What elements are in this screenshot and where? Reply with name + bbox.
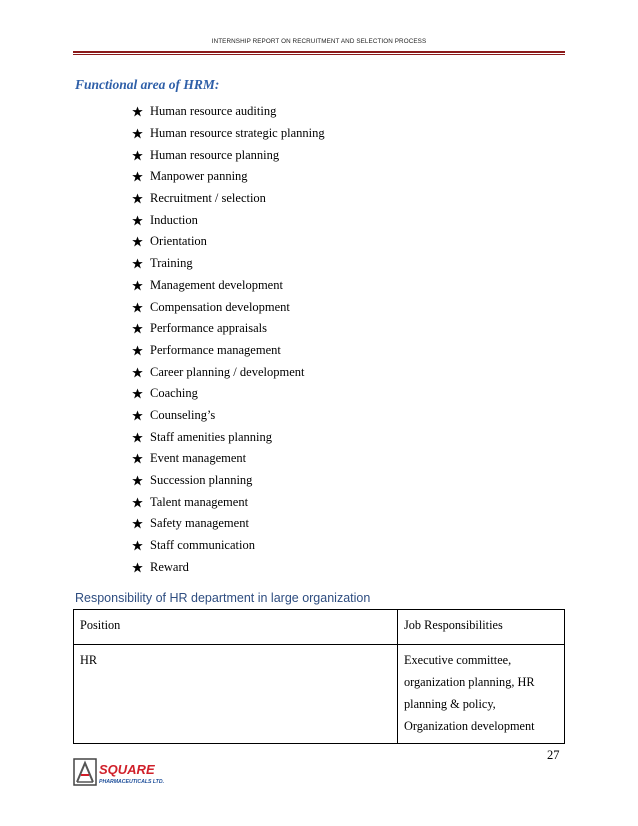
list-item: Induction: [132, 209, 325, 231]
column-header-position: Position: [74, 610, 398, 645]
list-item: Career planning / development: [132, 361, 325, 383]
responsibility-line: planning & policy,: [404, 697, 496, 711]
star-bullet-icon: [132, 475, 143, 486]
list-item: Counseling’s: [132, 405, 325, 427]
page-number: 27: [547, 748, 560, 762]
list-item: Orientation: [132, 231, 325, 253]
star-bullet-icon: [132, 302, 143, 313]
list-item: Recruitment / selection: [132, 188, 325, 210]
star-bullet-icon: [132, 150, 143, 161]
list-item: Safety management: [132, 513, 325, 535]
table-title: Responsibility of HR department in large organization: [75, 591, 371, 605]
list-item: Training: [132, 253, 325, 275]
column-header-responsibilities: Job Responsibilities: [398, 610, 565, 645]
svg-text:PHARMACEUTICALS LTD.: PHARMACEUTICALS LTD.: [99, 779, 165, 785]
header-rule: [73, 51, 565, 53]
header-rule-thin: [73, 54, 565, 55]
list-item: Coaching: [132, 383, 325, 405]
list-item: Human resource strategic planning: [132, 123, 325, 145]
star-bullet-icon: [132, 540, 143, 551]
list-item: Reward: [132, 556, 325, 578]
star-bullet-icon: [132, 280, 143, 291]
star-bullet-icon: [132, 388, 143, 399]
svg-text:SQUARE: SQUARE: [99, 762, 155, 777]
list-item: Compensation development: [132, 296, 325, 318]
star-bullet-icon: [132, 236, 143, 247]
list-item: Staff amenities planning: [132, 426, 325, 448]
list-item: Human resource planning: [132, 144, 325, 166]
running-header: INTERNSHIP REPORT ON RECRUITMENT AND SELECTION PROCESS: [211, 38, 427, 45]
star-bullet-icon: [132, 193, 143, 204]
list-item: Succession planning: [132, 470, 325, 492]
star-bullet-icon: [132, 367, 143, 378]
star-bullet-icon: [132, 171, 143, 182]
position-cell: HR: [74, 645, 398, 744]
table-header-row: [74, 610, 565, 645]
list-item: Performance appraisals: [132, 318, 325, 340]
list-item: Management development: [132, 275, 325, 297]
responsibility-table: [73, 609, 565, 744]
star-bullet-icon: [132, 323, 143, 334]
square-pharmaceuticals-logo: [73, 758, 173, 786]
responsibility-line: Executive committee,: [404, 653, 512, 667]
table-row: [74, 645, 565, 744]
star-bullet-icon: [132, 432, 143, 443]
star-bullet-icon: [132, 106, 143, 117]
star-bullet-icon: [132, 215, 143, 226]
responsibility-line: organization planning, HR: [404, 675, 535, 689]
responsibilities-cell: [398, 645, 565, 744]
responsibility-line: Organization development: [404, 719, 535, 733]
list-item: Human resource auditing: [132, 101, 325, 123]
section-heading: Functional area of HRM:: [75, 77, 220, 92]
star-bullet-icon: [132, 128, 143, 139]
list-item: Performance management: [132, 340, 325, 362]
star-bullet-icon: [132, 258, 143, 269]
bullet-list: [132, 101, 325, 578]
star-bullet-icon: [132, 562, 143, 573]
list-item: Manpower panning: [132, 166, 325, 188]
star-bullet-icon: [132, 345, 143, 356]
list-item: Talent management: [132, 491, 325, 513]
star-bullet-icon: [132, 518, 143, 529]
star-bullet-icon: [132, 410, 143, 421]
list-item: Staff communication: [132, 535, 325, 557]
star-bullet-icon: [132, 497, 143, 508]
list-item: Event management: [132, 448, 325, 470]
star-bullet-icon: [132, 453, 143, 464]
